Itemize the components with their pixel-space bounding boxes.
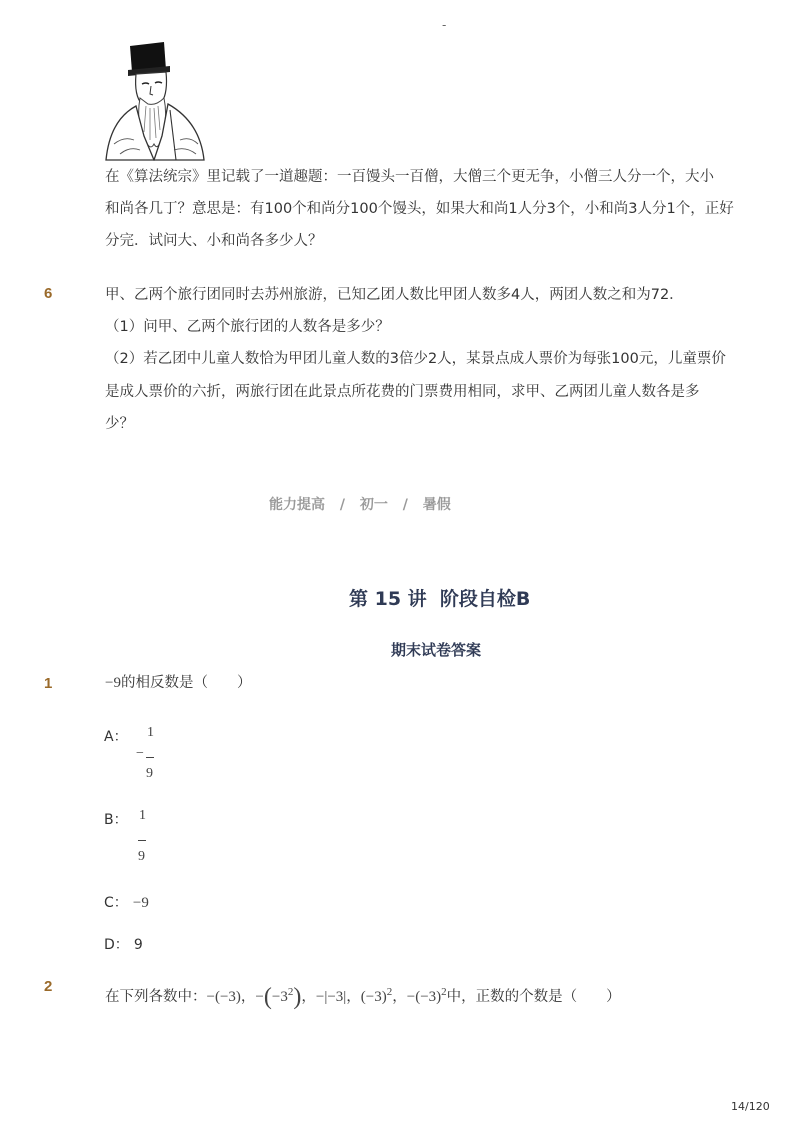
q2-comma: ， bbox=[392, 988, 407, 1005]
option-b-numerator: 1 bbox=[139, 808, 146, 823]
intro-line-2: 和尚各几丁？意思是：有100个和尚分100个馒头，如果大和尚1人分3个，小和尚3人分1个，正好 bbox=[105, 201, 734, 217]
section-title: 第 15 讲 阶段自检B bbox=[349, 588, 531, 610]
option-a-fraction-bar bbox=[146, 757, 154, 758]
option-a-label: A： bbox=[104, 729, 128, 745]
option-a-sign: − bbox=[136, 746, 144, 761]
q2-comma: ， bbox=[346, 988, 361, 1005]
q2-stem: 在下列各数中：−(−3)，$-(-3^2)$，−|−3|，$(-3)^2$，$-(-3)^2$中，正数的个数是（ ） bbox=[105, 983, 621, 1010]
q2-expr-4-exponent: 2 bbox=[386, 986, 393, 998]
option-a-numerator: 1 bbox=[147, 725, 154, 740]
q2-suffix: 中，正数的个数是（ ） bbox=[446, 988, 621, 1005]
page-number: 14/120 bbox=[731, 1100, 770, 1113]
option-b-label: B： bbox=[104, 812, 128, 828]
option-d-label: D： bbox=[104, 937, 129, 953]
q6-line-4: 是成人票价的六折，两旅行团在此景点所花费的门票费用相同，求甲、乙两团儿童人数各是多 bbox=[105, 384, 700, 400]
section-subtitle: 期末试卷答案 bbox=[391, 641, 482, 659]
option-d[interactable] bbox=[104, 934, 143, 954]
q2-expr-4-base: (−3) bbox=[360, 988, 387, 1005]
top-mark: - bbox=[442, 18, 447, 32]
q6-line-1: 甲、乙两个旅行团同时去苏州旅游，已知乙团人数比甲团人数多4人，两团人数之和为72． bbox=[105, 287, 684, 303]
intro-line-1: 在《算法统宗》里记载了一道趣题：一百馒头一百僧，大僧三个更无争，小僧三人分一个，大小 bbox=[105, 169, 714, 185]
q2-expr-2-sign: − bbox=[255, 988, 264, 1005]
q2-expr-2-exponent: 2 bbox=[287, 986, 294, 998]
watermark-separator: / bbox=[402, 497, 408, 513]
q2-expr-5-exponent: 2 bbox=[441, 986, 447, 998]
question-number-1: 1 bbox=[44, 675, 53, 692]
q2-comma: ， bbox=[301, 988, 316, 1005]
option-d-value: 9 bbox=[133, 937, 143, 953]
q2-comma: ， bbox=[240, 988, 256, 1005]
option-b-fraction-bar bbox=[138, 840, 146, 841]
watermark bbox=[269, 494, 451, 514]
q6-line-5: 少？ bbox=[105, 416, 134, 432]
q6-line-2: （1）问甲、乙两个旅行团的人数各是多少？ bbox=[105, 319, 390, 335]
watermark-part-3: 暑假 bbox=[422, 497, 451, 513]
question-number-2: 2 bbox=[44, 978, 53, 995]
q1-stem-text: 的相反数是（ ） bbox=[120, 675, 252, 691]
watermark-part-2: 初一 bbox=[359, 497, 388, 513]
q2-expr-3: −|−3| bbox=[315, 988, 347, 1005]
option-c-label: C： bbox=[104, 895, 128, 911]
q2-expr-2-base: −3 bbox=[271, 988, 288, 1005]
question-number-6: 6 bbox=[44, 285, 53, 302]
option-b-denominator: 9 bbox=[138, 849, 145, 864]
watermark-part-1: 能力提高 bbox=[269, 497, 325, 513]
intro-line-3: 分完．试问大、小和尚各多少人？ bbox=[105, 233, 323, 249]
option-a-denominator: 9 bbox=[146, 766, 153, 781]
q2-prefix: 在下列各数中： bbox=[105, 988, 207, 1005]
scholar-portrait-image bbox=[100, 40, 208, 162]
option-c[interactable] bbox=[104, 892, 149, 912]
q2-expr-5-base: −(−3) bbox=[406, 988, 442, 1005]
q1-stem-expression: −9 bbox=[105, 675, 121, 691]
watermark-separator: / bbox=[339, 497, 345, 513]
option-c-value: −9 bbox=[132, 895, 149, 911]
q1-stem bbox=[105, 668, 251, 699]
q6-line-3: （2）若乙团中儿童人数恰为甲团儿童人数的3倍少2人，某景点成人票价为每张100元，儿童票价 bbox=[105, 351, 726, 367]
q2-expr-1: −(−3) bbox=[206, 988, 241, 1005]
